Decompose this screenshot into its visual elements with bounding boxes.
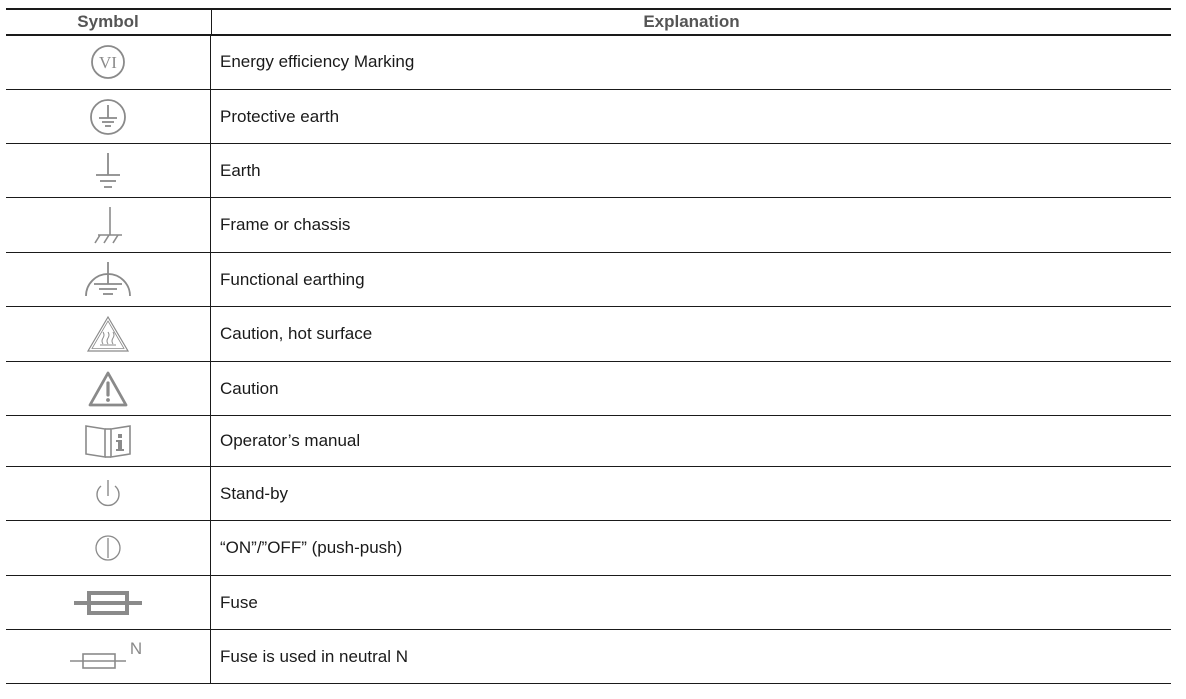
symbol-cell	[6, 144, 210, 197]
header-explanation: Explanation	[211, 10, 1171, 34]
neutral-label: N	[129, 638, 143, 658]
symbol-cell	[6, 362, 210, 415]
table-row	[6, 521, 1171, 576]
symbol-cell	[6, 198, 210, 252]
energy-efficiency-vi-icon	[88, 42, 128, 82]
vi-label: VI	[99, 53, 117, 72]
explanation-cell: “ON”/”OFF” (push-push)	[210, 521, 1171, 575]
functional-earthing-icon	[82, 258, 134, 302]
fuse-neutral-icon	[68, 639, 148, 675]
symbol-cell	[6, 576, 210, 629]
earth-icon	[88, 149, 128, 193]
table-row	[6, 362, 1171, 416]
table-row	[6, 253, 1171, 307]
explanation-cell: Protective earth	[210, 90, 1171, 143]
hot-surface-icon	[85, 314, 131, 354]
standby-icon	[90, 474, 126, 514]
explanation-cell: Energy efficiency Marking	[210, 35, 1171, 89]
symbol-cell	[6, 35, 210, 89]
frame-chassis-icon	[88, 203, 128, 247]
table-row	[6, 416, 1171, 467]
symbol-cell	[6, 90, 210, 143]
explanation-cell: Frame or chassis	[210, 198, 1171, 252]
table-row	[6, 198, 1171, 253]
fuse-icon	[72, 588, 144, 618]
table-row	[6, 90, 1171, 144]
operators-manual-icon	[83, 422, 133, 460]
symbol-cell	[6, 253, 210, 306]
symbol-cell	[6, 467, 210, 520]
table-row	[6, 35, 1171, 90]
explanation-cell: Functional earthing	[210, 253, 1171, 306]
explanation-cell: Fuse	[210, 576, 1171, 629]
explanation-cell: Stand-by	[210, 467, 1171, 520]
table-header	[6, 10, 1171, 36]
table-row	[6, 307, 1171, 362]
table-row	[6, 144, 1171, 198]
on-off-push-icon	[91, 531, 125, 565]
explanation-cell: Earth	[210, 144, 1171, 197]
header-symbol: Symbol	[77, 12, 139, 31]
symbol-cell	[6, 307, 210, 361]
explanation-cell: Operator’s manual	[210, 416, 1171, 466]
symbol-cell	[6, 630, 210, 683]
explanation-cell: Caution	[210, 362, 1171, 415]
protective-earth-icon	[88, 97, 128, 137]
table-row	[6, 630, 1171, 684]
symbol-cell	[6, 416, 210, 466]
caution-icon	[87, 370, 129, 408]
explanation-cell: Fuse is used in neutral N	[210, 630, 1171, 683]
table-row	[6, 576, 1171, 630]
table-row	[6, 467, 1171, 521]
explanation-cell: Caution, hot surface	[210, 307, 1171, 361]
symbol-cell	[6, 521, 210, 575]
